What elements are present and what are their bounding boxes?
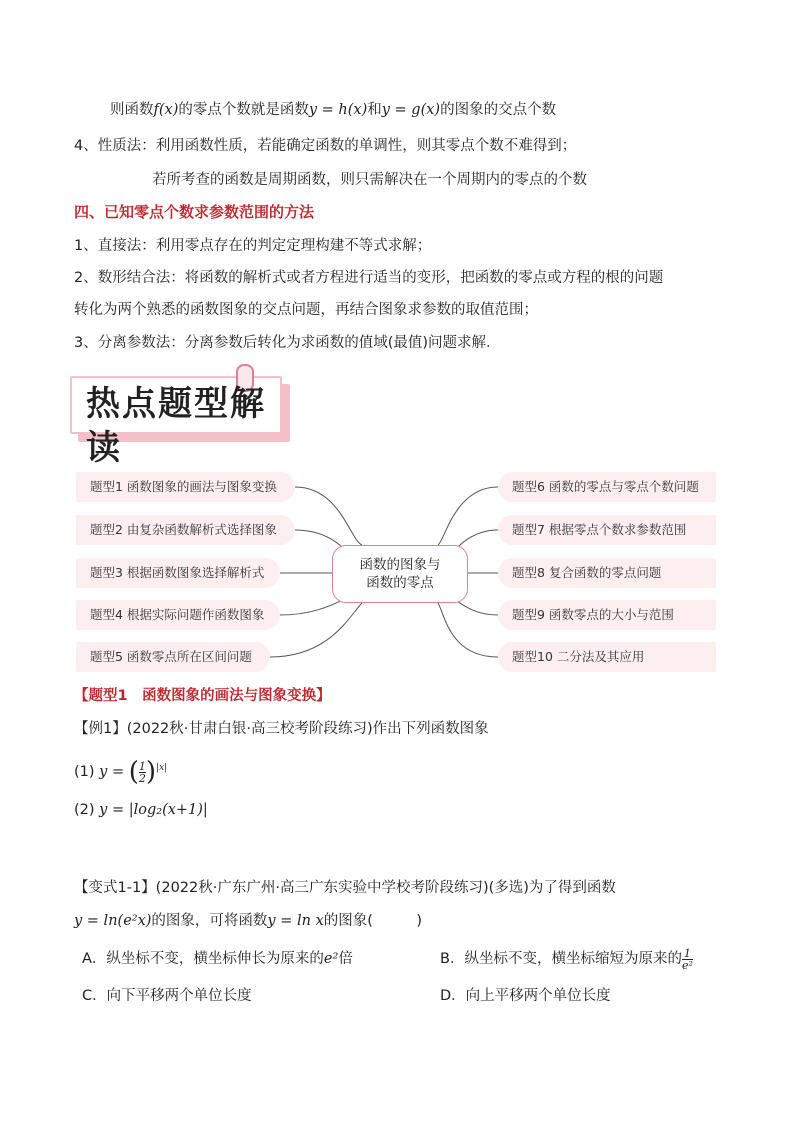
question-1 [74,754,167,790]
mindmap-node-type3: 题型3 根据函数图象选择解析式 [76,558,280,588]
variant-1-1: 【变式1-1】(2022秋·广东广州·高三广东实验中学校考阶段练习)(多选)为了得到函数 [74,880,616,896]
text: 的图象的交点个数 [440,102,557,118]
section-heading: 四、已知零点个数求参数范围的方法 [74,203,315,221]
banner-title: 热点题型解读 [86,384,266,468]
option-b-fraction [682,948,693,971]
option-d: D．向上平移两个单位长度 [440,988,611,1004]
option-a-tail: 倍 [338,951,353,967]
q2-expr: y = |log₂(x+1)| [99,802,208,818]
text: 和 [367,102,382,118]
periodic-line: 若所考查的函数是周期函数，则只需解决在一个周期内的零点的个数 [152,172,587,188]
q1-label: (1) [74,764,95,780]
fraction-half [139,761,146,784]
question-2 [74,800,208,820]
option-a-math: e² [323,951,339,967]
variant-1-1-line2 [74,911,422,931]
mindmap-node-type1: 题型1 函数图象的画法与图象变换 [76,472,295,502]
numerator: 1 [683,946,691,960]
q1-y: y = [99,764,125,780]
math-lnx: y = ln x [267,913,324,929]
q2-label: (2) [74,802,95,818]
option-b [440,944,693,974]
math-hx: y = h(x) [308,102,368,118]
exponent: |x| [156,763,168,773]
method-3: 3、分离参数法：分离参数后转化为求函数的值域(最值)问题求解． [74,335,501,351]
method-2-a: 2、数形结合法：将函数的解析式或者方程进行适当的变形，把函数的零点或方程的根的问题 [74,270,664,286]
text: 的图象( ) [323,913,423,929]
denominator: e² [681,958,693,972]
text: 的零点个数就是函数 [178,102,309,118]
numerator: 1 [138,759,146,773]
mindmap-node-type10: 题型10 二分法及其应用 [498,642,716,672]
example1: 【例1】(2022秋·甘肃白银·高三校考阶段练习)作出下列函数图象 [74,721,489,737]
mindmap-node-type7: 题型7 根据零点个数求参数范围 [498,515,716,545]
mindmap-node-type4: 题型4 根据实际问题作函数图象 [76,600,280,630]
center-line-1: 函数的图象与 [359,557,441,573]
math-fx: f(x) [153,102,179,118]
mindmap-node-type2: 题型2 由复杂函数解析式选择图象 [76,515,295,545]
option-a-text: A．纵坐标不变，横坐标伸长为原来的 [82,951,324,967]
property-method-line: 4、性质法：利用函数性质，若能确定函数的单调性，则其零点个数不难得到； [74,138,577,154]
paren-right: ) [145,757,157,787]
option-a [82,949,353,969]
mindmap-center [332,545,468,603]
topic1-heading: 【题型1 函数图象的画法与图象变换】 [74,688,331,704]
math-gx: y = g(x) [381,102,441,118]
text: 则函数 [110,102,154,118]
method-2-b: 转化为两个熟悉的函数图象的交点问题，再结合图象求参数的取值范围； [74,302,538,318]
option-c: C．向下平移两个单位长度 [82,988,252,1004]
denominator: 2 [138,771,146,785]
paren-left: ( [128,757,139,787]
center-line-2: 函数的零点 [366,575,434,591]
mindmap-node-type9: 题型9 函数零点的大小与范围 [498,600,716,630]
mindmap-node-type8: 题型8 复合函数的零点问题 [498,558,716,588]
method-1: 1、直接法：利用零点存在的判定定理构建不等式求解； [74,238,432,254]
option-b-text: B．纵坐标不变，横坐标缩短为原来的 [440,951,682,967]
mindmap-node-type5: 题型5 函数零点所在区间问题 [76,642,270,672]
math-target: y = ln(e²x) [74,913,152,929]
mindmap-node-type6: 题型6 函数的零点与零点个数问题 [498,472,716,502]
text: 的图象，可将函数 [151,913,268,929]
